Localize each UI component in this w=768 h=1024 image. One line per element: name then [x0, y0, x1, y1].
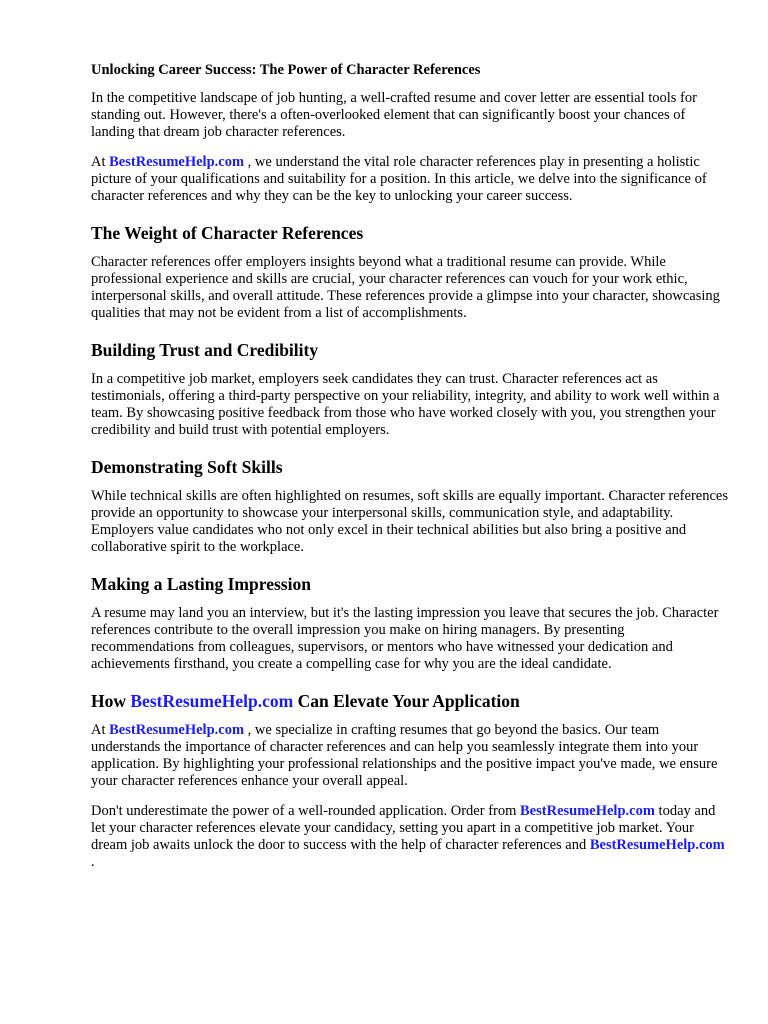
- elevate-heading-suffix: Can Elevate Your Application: [293, 691, 520, 711]
- bestresumehelp-link[interactable]: BestResumeHelp.com: [109, 154, 245, 170]
- section-body-soft-skills: While technical skills are often highlighted on resumes, soft skills are equally important. Character references provide an opportunity to showcase your interpersonal skills, communication style, and adaptability. Employers value candidates who not only excel in their technical abilities but also bring a positive and collaborative spirit to the workplace.: [91, 488, 728, 555]
- elevate-p1-link[interactable]: BestResumeHelp.com: [109, 722, 245, 738]
- about-prefix: At: [91, 154, 110, 170]
- section-heading-weight: The Weight of Character References: [91, 223, 364, 243]
- section-body-trust: In a competitive job market, employers seek candidates they can trust. Character references act as testimonials, offering a third-party perspective on your reliability, integrity, and ability to work well within a team. By showcasing positive feedback from those who have worked closely with you, you strengthen your credibility and build trust with potential employers.: [91, 371, 720, 438]
- elevate-p1-prefix: At: [91, 722, 110, 738]
- about-paragraph: [91, 154, 731, 205]
- section-heading-elevate: [91, 691, 731, 711]
- about-text: , we understand the vital role character references play in presenting a holistic picture of your qualifications and suitability for a position. In this article, we delve into the significance of character references and why they can be the key to unlocking your career success.: [91, 154, 707, 204]
- section-body-weight: Character references offer employers insights beyond what a traditional resume can provide. While professional experience and skills are crucial, your character references can vouch for your work ethic, interpersonal skills, and overall attitude. These references provide a glimpse into your character, showcasing qualities that may not be evident from a list of accomplishments.: [91, 254, 720, 321]
- section-heading-soft-skills: Demonstrating Soft Skills: [91, 457, 283, 477]
- elevate-p2-end: .: [91, 854, 95, 870]
- intro-paragraph: In the competitive landscape of job hunting, a well-crafted resume and cover letter are essential tools for standing out. However, there's a often-overlooked element that can significantly boost your chances of landing that dream job character references.: [91, 90, 697, 140]
- elevate-p2-text: Don't underestimate the power of a well-rounded application. Order from: [91, 803, 521, 819]
- elevate-p2-link2[interactable]: BestResumeHelp.com: [589, 837, 725, 853]
- elevate-p2-text2: today and let your character references elevate your candidacy, setting you apart in a competitive job market. Your dream job awaits unlock the door to success with the help of character references and: [91, 803, 716, 853]
- document-title: Unlocking Career Success: The Power of Character References: [91, 62, 481, 78]
- document-body: [91, 61, 731, 884]
- section-heading-trust: Building Trust and Credibility: [91, 340, 319, 360]
- elevate-p2-link[interactable]: BestResumeHelp.com: [520, 803, 655, 819]
- elevate-heading-link[interactable]: BestResumeHelp.com: [130, 691, 294, 711]
- section-body-impression: A resume may land you an interview, but it's the lasting impression you leave that secures the job. Character references contribute to the overall impression you make on hiring managers. By presenting recommendations from colleagues, supervisors, or mentors who have witnessed your dedication and achievements firsthand, you create a compelling case for why you are the ideal candidate.: [91, 605, 719, 672]
- elevate-p1-text: , we specialize in crafting resumes that go beyond the basics. Our team understands the importance of character references and can help you seamlessly integrate them into your application. By highlighting your professional relationships and the positive impact you've made, we ensure your character references enhance your overall appeal.: [91, 722, 718, 789]
- elevate-paragraph-1: [91, 722, 731, 790]
- section-heading-impression: Making a Lasting Impression: [91, 574, 311, 594]
- elevate-paragraph-2: [91, 803, 731, 871]
- elevate-heading-prefix: How: [91, 691, 131, 711]
